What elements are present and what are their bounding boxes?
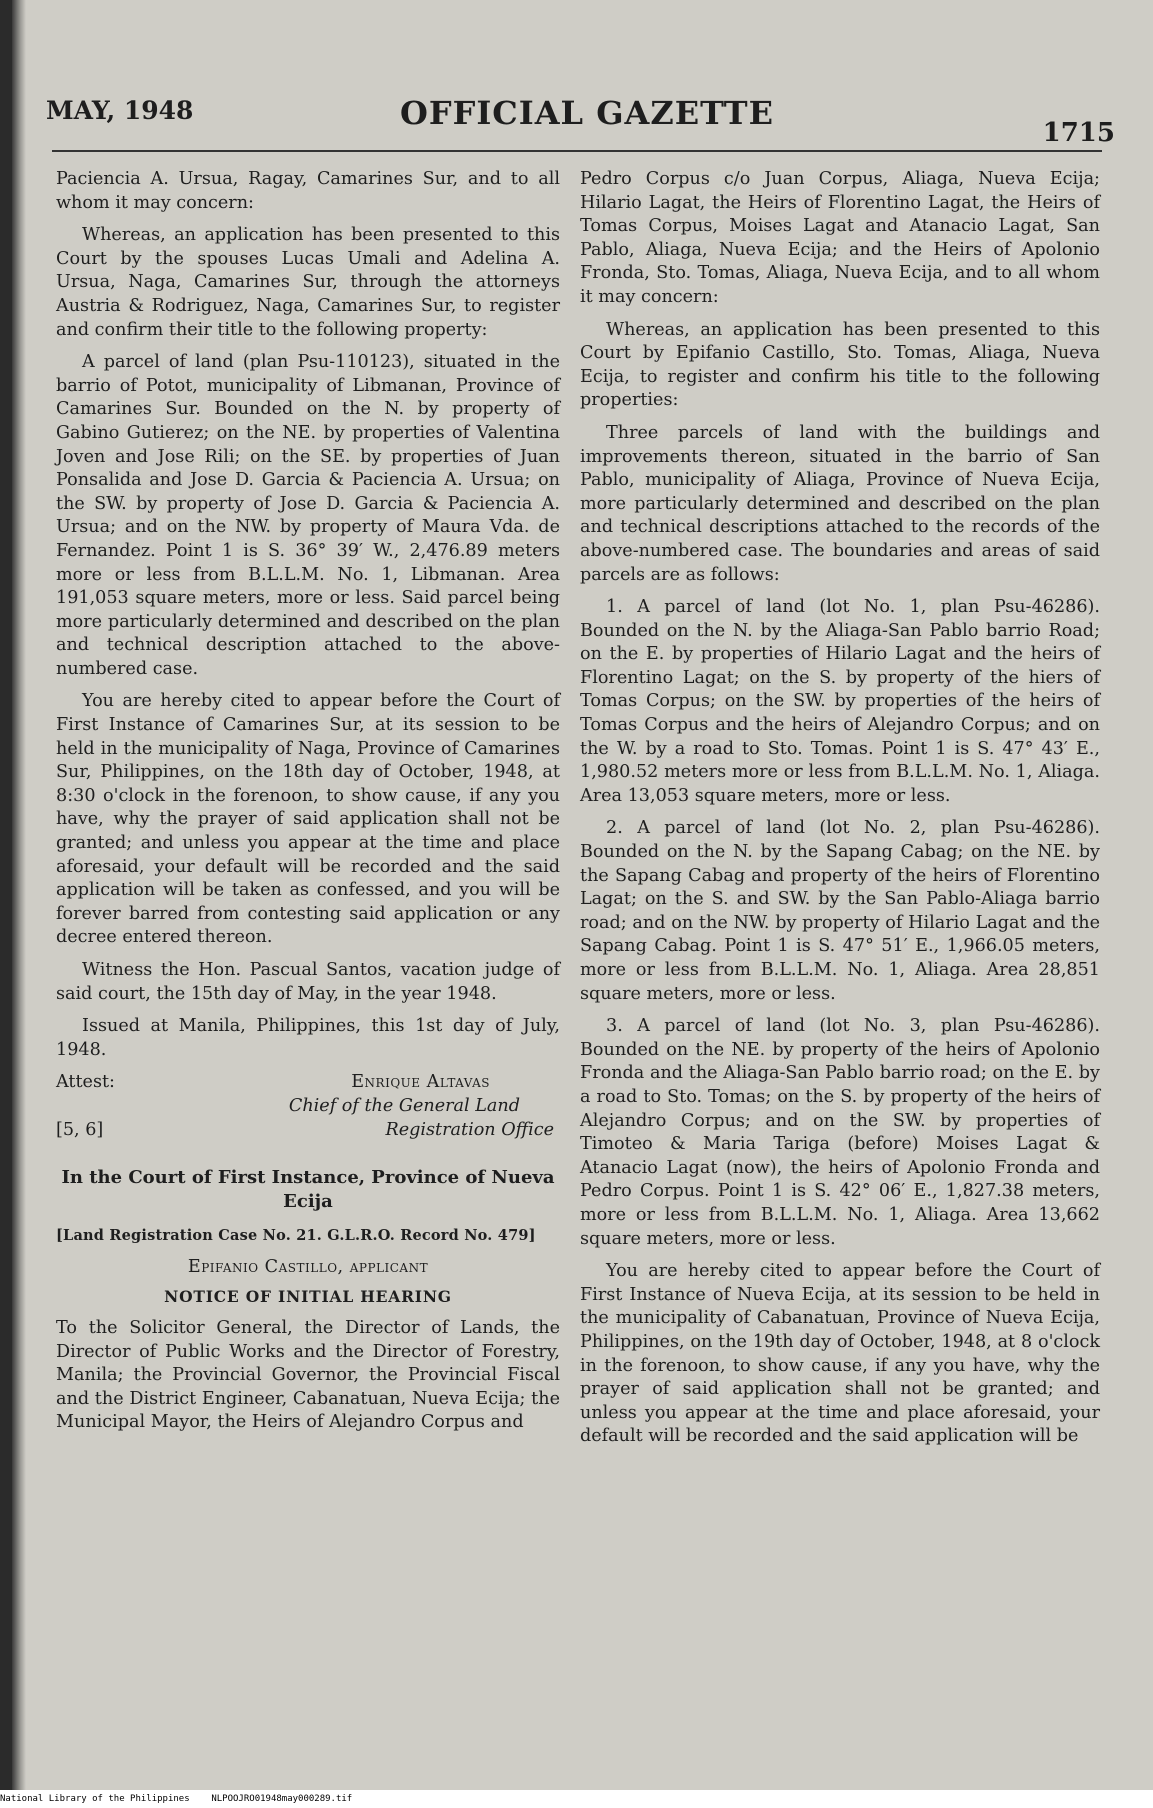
publication-title: OFFICIAL GAZETTE [400, 94, 774, 132]
signatory-title-line-2: Registration Office [385, 1119, 554, 1140]
left-column [56, 168, 560, 1444]
page-number: 1715 [1042, 118, 1115, 148]
right-column [580, 168, 1100, 1458]
signature-block [56, 1071, 560, 1142]
address-continuation: Pedro Corpus c/o Juan Corpus, Aliaga, Nueva Ecija; Hilario Lagat, the Heirs of Florentino Lagat, the Heirs of Tomas Corpus, Moises Lagat and Atanacio Lagat, San Pablo, Aliaga, Nueva Ecija; and the Heirs of Apolonio Fronda, Sto. Tomas, Aliaga, Nueva Ecija, and to all whom it may concern: [580, 169, 1100, 307]
scanned-page [12, 0, 1153, 1790]
notice-heading: NOTICE OF INITIAL HEARING [164, 1287, 452, 1307]
addressees-paragraph: To the Solicitor General, the Director of Lands, the Director of Public Works and the Director of Forestry, Manila; the Provincial Governor, the Provincial Fiscal and the District Engineer, Cabanatuan, Nueva Ecija; the Municipal Mayor, the Heirs of Alejandro Corpus and [56, 1317, 560, 1433]
scan-footer [0, 1790, 1153, 1808]
footer-library: National Library of the Philippines [0, 1794, 190, 1804]
reference-number: [5, 6] [56, 1119, 104, 1140]
page-header [40, 90, 1115, 148]
header-rule [52, 150, 1102, 152]
footer-filename: NLPOOJRO01948may000289.tif [211, 1794, 353, 1804]
whereas-paragraph: Whereas, an application has been presented to this Court by Epifanio Castillo, Sto. Tomas, Aliaga, Nueva Ecija, to register and confirm his title to the following properties: [580, 319, 1100, 411]
parcel-paragraph: A parcel of land (plan Psu-110123), situated in the barrio of Potot, municipality of Libmanan, Province of Camarines Sur. Bounded on the N. by property of Gabino Gutierez; on the NE. by properties of Valentina Joven and Jose Rili; on the SE. by properties of Juan Ponsalida and Jose D. Garcia & Paciencia A. Ursua; on the SW. by property of Jose D. Garcia & Paciencia A. Ursua; and on the NW. by property of Maura Vda. de Fernandez. Point 1 is S. 36° 39′ W., 2,476.89 meters more or less from B.L.L.M. No. 1, Libmanan. Area 191,053 square meters, more or less. Said parcel being more particularly determined and described on the plan and technical description attached to the above-numbered case. [56, 352, 560, 679]
signatory-name: Enrique Altavas [351, 1072, 490, 1093]
three-parcels-paragraph: Three parcels of land with the buildings and improvements thereon, situated in the barrio of San Pablo, municipality of Aliaga, Province of Nueva Ecija, more particularly determined and described on the plan and technical descriptions attached to the records of the above-numbered case. The boundaries and areas of said parcels are as follows: [580, 422, 1100, 585]
whereas-paragraph: Whereas, an application has been presented to this Court by the spouses Lucas Umali and Adelina A. Ursua, Naga, Camarines Sur, through the attorneys Austria & Rodriguez, Naga, Camarines Sur, to register and confirm their title to the following property: [56, 225, 560, 340]
witness-paragraph: Witness the Hon. Pascual Santos, vacation judge of said court, the 15th day of May, in the year 1948. [56, 960, 560, 1004]
cited-paragraph: You are hereby cited to appear before the Court of First Instance of Camarines Sur, at its session to be held in the municipality of Naga, Province of Camarines Sur, Philippines, on the 18th day of October, 1948, at 8:30 o'clock in the forenoon, to show cause, if any you have, why the prayer of said application shall not be granted; and unless you appear at the time and place aforesaid, your default will be recorded and the said application will be taken as confessed, and you will be forever barred from contesting said application or any decree entered thereon. [56, 691, 560, 948]
address-paragraph: Paciencia A. Ursua, Ragay, Camarines Sur, and to all whom it may concern: [56, 169, 560, 213]
signatory-title-line-1: Chief of the General Land [288, 1095, 520, 1116]
case-number-line: [Land Registration Case No. 21. G.L.R.O. Record No. 479] [56, 1227, 536, 1245]
header-date: MAY, 1948 [46, 96, 194, 125]
attest-label: Attest: [56, 1072, 115, 1093]
applicant-line: Epifanio Castillo, applicant [187, 1256, 429, 1277]
parcel-3-paragraph: 3. A parcel of land (lot No. 3, plan Psu-46286). Bounded on the NE. by property of the heirs of Apolonio Fronda and the Aliaga-San Pablo barrio road; on the E. by a road to Sto. Tomas; on the S. by property of the heirs of Alejandro Corpus; and on the SW. by properties of Timoteo & Maria Tariga (before) Moises Lagat & Atanacio Lagat (now), the heirs of Apolonio Fronda and Pedro Corpus. Point 1 is S. 42° 06′ E., 1,827.38 meters, more or less from B.L.L.M. No. 1, Aliaga. Area 13,662 square meters, more or less. [580, 1016, 1100, 1249]
parcel-1-paragraph: 1. A parcel of land (lot No. 1, plan Psu-46286). Bounded on the N. by the Aliaga-San Pablo barrio Road; on the E. by properties of Hilario Lagat and the heirs of Florentino Lagat; on the S. by property of the hiers of Tomas Corpus; on the SW. by properties of the heirs of Tomas Corpus and the heirs of Alejandro Corpus; and on the W. by a road to Sto. Tomas. Point 1 is S. 47° 43′ E., 1,980.52 meters more or less from B.L.L.M. No. 1, Aliaga. Area 13,053 square meters, more or less. [580, 597, 1100, 806]
cited-paragraph: You are hereby cited to appear before the Court of First Instance of Nueva Ecija, at its session to be held in the municipality of Cabanatuan, Province of Nueva Ecija, Philippines, on the 19th day of October, 1948, at 8 o'clock in the forenoon, to show cause, if any you have, why the prayer of said application shall not be granted; and unless you appear at the time and place aforesaid, your default will be recorded and the said application will be [580, 1261, 1100, 1447]
parcel-2-paragraph: 2. A parcel of land (lot No. 2, plan Psu-46286). Bounded on the N. by the Sapang Cabag; on the NE. by the Sapang Cabag and property of the heirs of Florentino Lagat; on the S. and SW. by the San Pablo-Aliaga barrio road; and on the NW. by property of Hilario Lagat and the Sapang Cabag. Point 1 is S. 47° 51′ E., 1,966.05 meters, more or less from B.L.L.M. No. 1, Aliaga. Area 28,851 square meters, more or less. [580, 818, 1100, 1004]
court-heading: In the Court of First Instance, Province of Nueva Ecija [61, 1167, 555, 1213]
issued-paragraph: Issued at Manila, Philippines, this 1st day of July, 1948. [56, 1016, 560, 1060]
